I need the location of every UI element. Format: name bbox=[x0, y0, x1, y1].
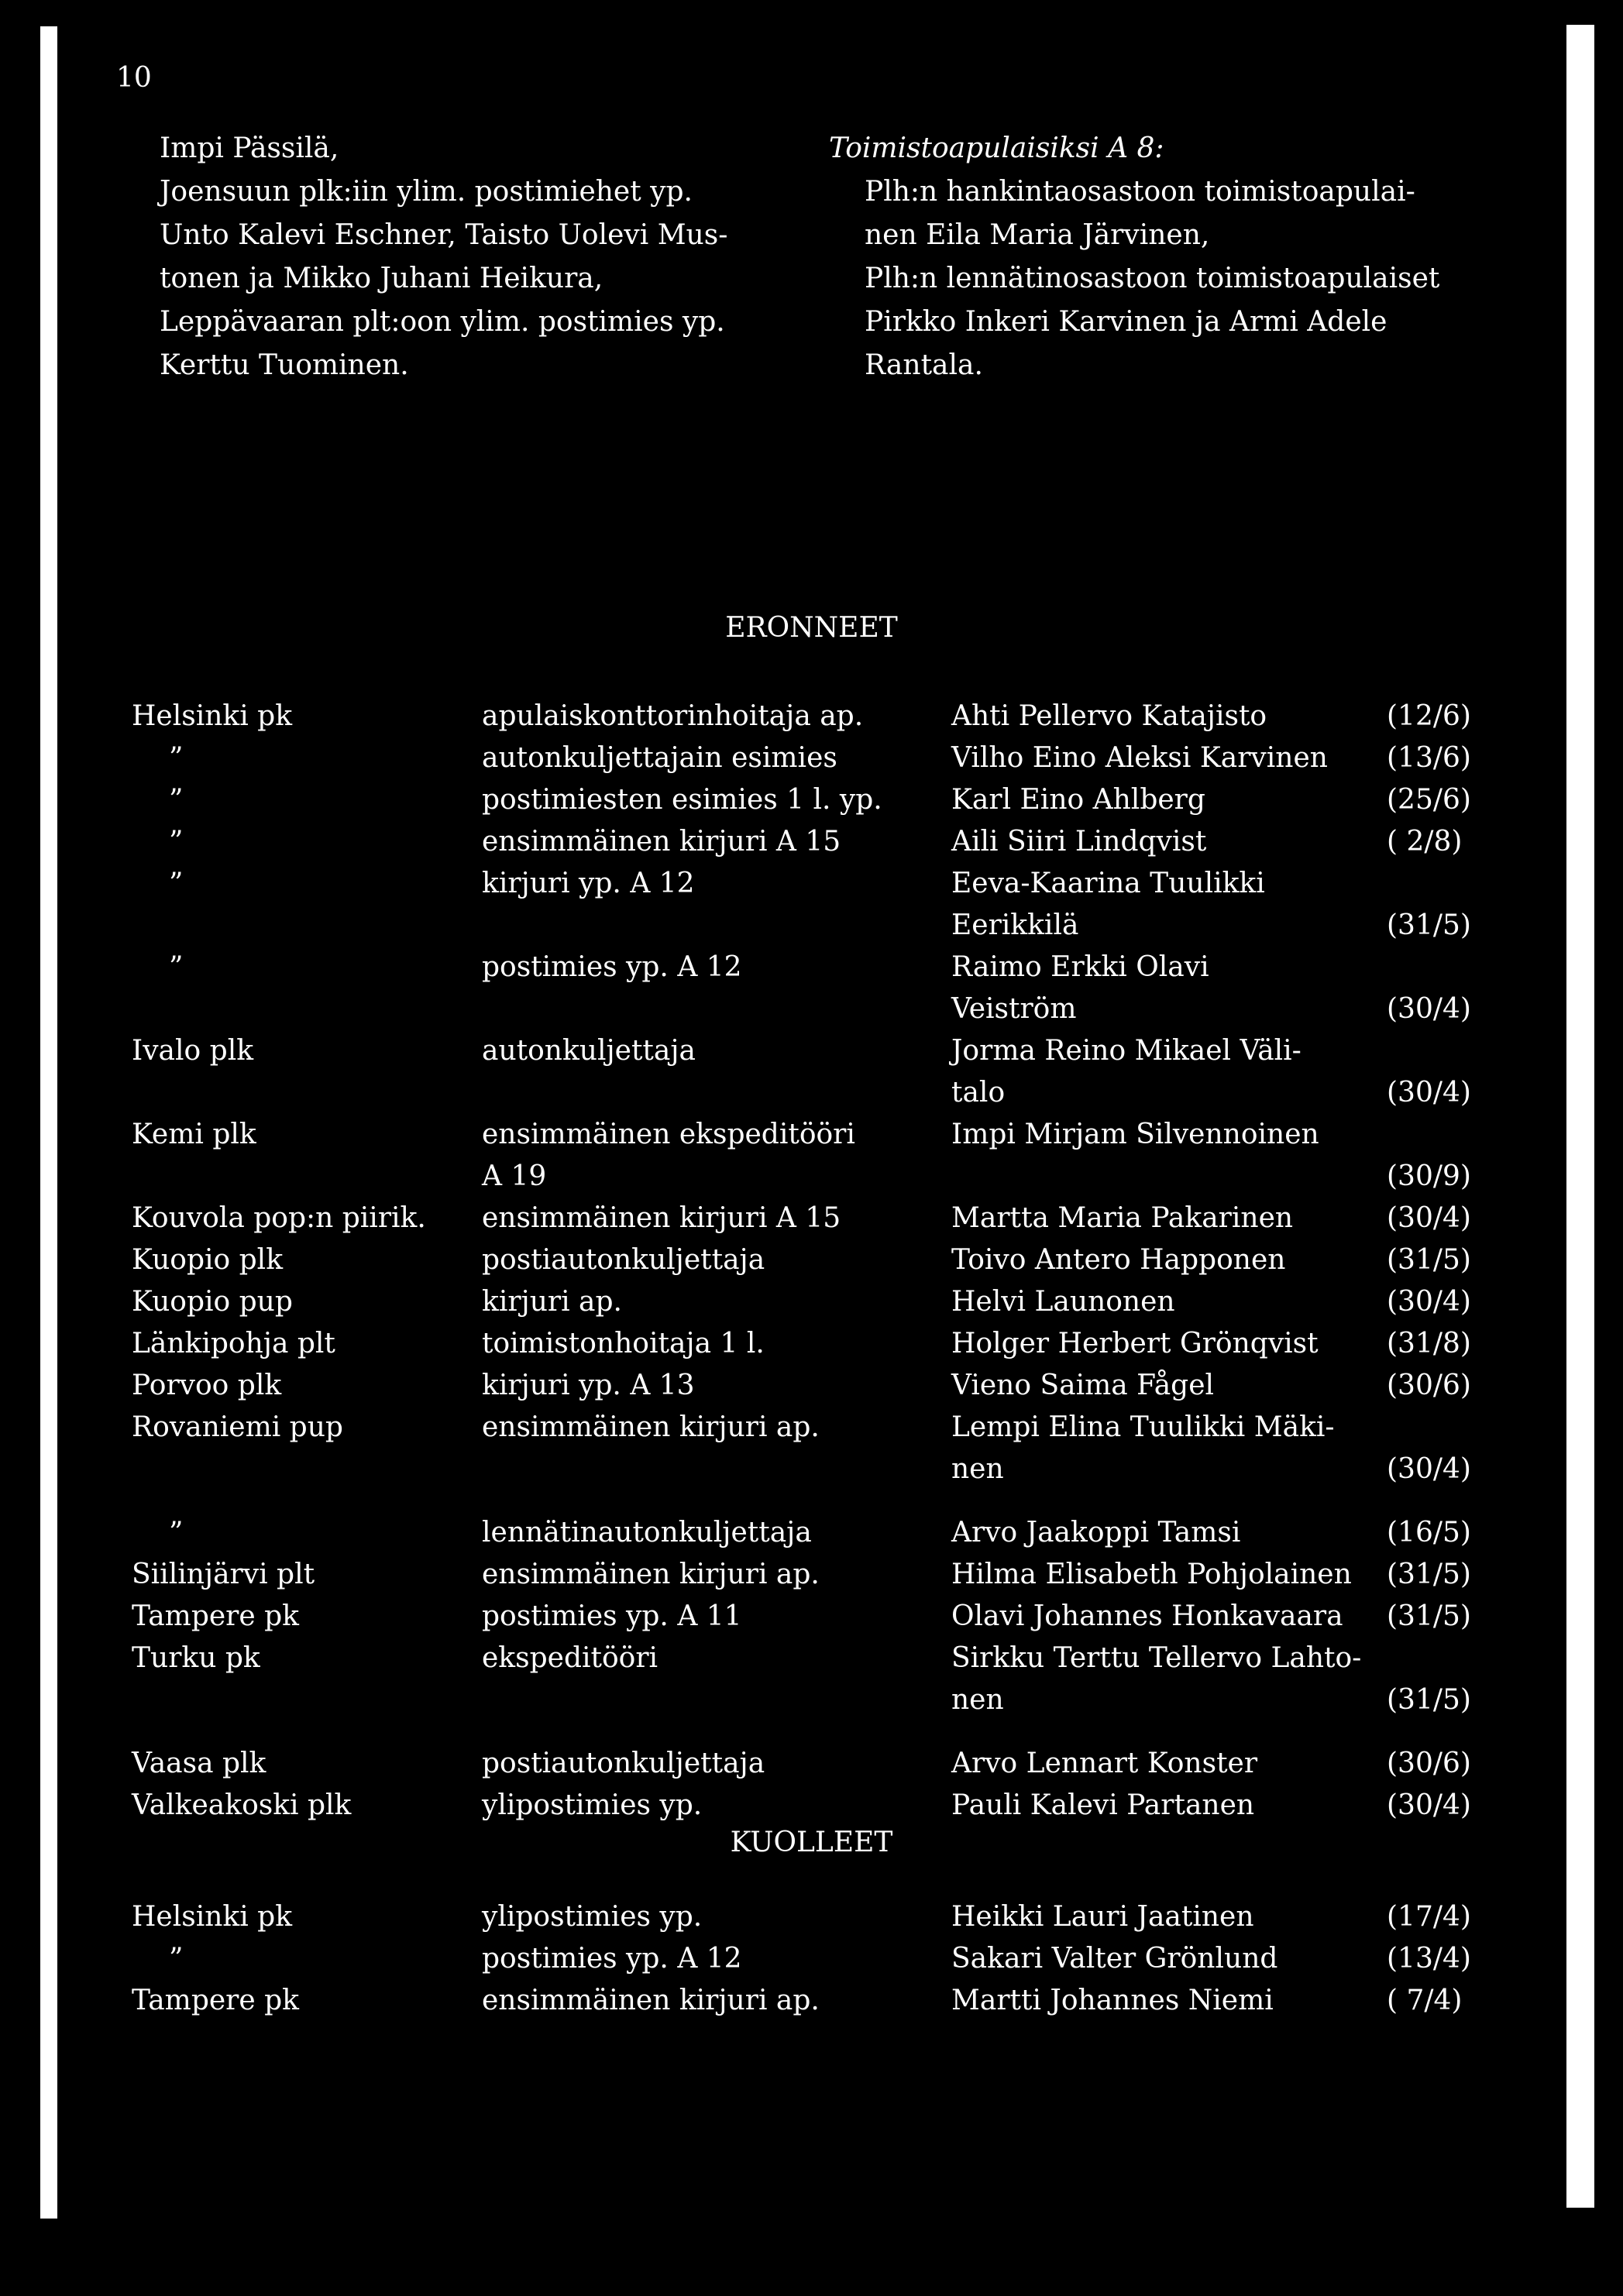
row-place: ” bbox=[169, 1517, 184, 1548]
row-date: (30/4) bbox=[1387, 1286, 1471, 1318]
intro-right-heading: Toimistoapulaisiksi A 8: bbox=[829, 132, 1164, 164]
row-date: (31/5) bbox=[1387, 1244, 1471, 1276]
scan-border-left bbox=[40, 26, 57, 2219]
intro-right-line: Rantala. bbox=[865, 349, 983, 381]
row-name: Raimo Erkki Olavi Veiström bbox=[951, 951, 1209, 1025]
row-name: Martta Maria Pakarinen bbox=[951, 1202, 1294, 1234]
row-title: autonkuljettaja bbox=[482, 1035, 696, 1067]
table-row bbox=[132, 1896, 1503, 1938]
row-title: postiautonkuljettaja bbox=[482, 1748, 765, 1779]
intro-right-line: Pirkko Inkeri Karvinen ja Armi Adele bbox=[865, 306, 1387, 338]
row-title: apulaiskonttorinhoitaja ap. bbox=[482, 700, 864, 732]
row-date: (30/9) bbox=[1387, 1160, 1471, 1192]
row-name: Karl Eino Ahlberg bbox=[951, 784, 1205, 816]
intro-left-line: Unto Kalevi Eschner, Taisto Uolevi Mus- bbox=[160, 219, 728, 251]
page-number: 10 bbox=[116, 62, 152, 94]
row-place: Porvoo plk bbox=[132, 1370, 282, 1401]
row-name: Arvo Lennart Konster bbox=[951, 1748, 1258, 1779]
table-row bbox=[132, 1554, 1503, 1596]
row-date: (30/4) bbox=[1387, 1789, 1471, 1821]
row-title: ensimmäinen kirjuri ap. bbox=[482, 1559, 820, 1590]
row-name: Vieno Saima Fågel bbox=[951, 1370, 1215, 1401]
row-title: ensimmäinen kirjuri ap. bbox=[482, 1985, 820, 2016]
row-place: ” bbox=[169, 784, 184, 816]
row-date: (30/4) bbox=[1387, 1077, 1471, 1108]
row-date: (30/4) bbox=[1387, 1202, 1471, 1234]
table-row bbox=[132, 1785, 1503, 1827]
table-row bbox=[132, 696, 1503, 737]
table-row bbox=[132, 1323, 1503, 1365]
table-row bbox=[132, 1281, 1503, 1323]
table-row bbox=[132, 863, 1503, 947]
row-place: Tampere pk bbox=[132, 1985, 299, 2016]
table-row bbox=[132, 1638, 1503, 1743]
table-row bbox=[132, 947, 1503, 1030]
table-row bbox=[132, 1512, 1503, 1554]
row-title: lennätinautonkuljettaja bbox=[482, 1517, 812, 1548]
row-place: Siilinjärvi plt bbox=[132, 1559, 315, 1590]
intro-right-column bbox=[829, 127, 1495, 387]
row-name: Helvi Launonen bbox=[951, 1286, 1175, 1318]
row-place: Kuopio plk bbox=[132, 1244, 284, 1276]
row-name: Impi Mirjam Silvennoinen bbox=[951, 1119, 1319, 1150]
scan-border-right bbox=[1566, 25, 1594, 2208]
row-date: (31/5) bbox=[1387, 1684, 1471, 1716]
row-name: Ahti Pellervo Katajisto bbox=[951, 700, 1267, 732]
row-title: postimiesten esimies 1 l. yp. bbox=[482, 784, 882, 816]
row-date: (30/6) bbox=[1387, 1748, 1471, 1779]
row-date: (25/6) bbox=[1387, 784, 1471, 816]
row-title: ensimmäinen kirjuri A 15 bbox=[482, 826, 841, 858]
row-place: ” bbox=[169, 826, 184, 858]
row-title: ekspeditööri bbox=[482, 1642, 658, 1674]
table-row bbox=[132, 1114, 1503, 1198]
row-title: ensimmäinen ekspeditööri A 19 bbox=[482, 1119, 855, 1192]
eronneet-table bbox=[132, 696, 1503, 1827]
row-date: (31/8) bbox=[1387, 1328, 1471, 1359]
row-name: Martti Johannes Niemi bbox=[951, 1985, 1274, 2016]
row-place: Tampere pk bbox=[132, 1600, 299, 1632]
row-name: Toivo Antero Happonen bbox=[951, 1244, 1286, 1276]
row-place: ” bbox=[169, 1943, 184, 1975]
row-name: Aili Siiri Lindqvist bbox=[951, 826, 1207, 858]
row-date: (13/4) bbox=[1387, 1943, 1471, 1975]
row-title: postimies yp. A 12 bbox=[482, 951, 742, 983]
row-place: Ivalo plk bbox=[132, 1035, 254, 1067]
row-date: (30/6) bbox=[1387, 1370, 1471, 1401]
row-name: Sirkku Terttu Tellervo Lahto- nen bbox=[951, 1642, 1362, 1716]
row-date: ( 7/4) bbox=[1387, 1985, 1463, 2016]
row-name: Heikki Lauri Jaatinen bbox=[951, 1901, 1254, 1933]
row-place: Helsinki pk bbox=[132, 700, 293, 732]
intro-left-line: Impi Pässilä, bbox=[160, 132, 339, 164]
row-place: Länkipohja plt bbox=[132, 1328, 335, 1359]
table-row bbox=[132, 1407, 1503, 1512]
row-date: (30/4) bbox=[1387, 1453, 1471, 1485]
row-name: Lempi Elina Tuulikki Mäki- nen bbox=[951, 1411, 1335, 1485]
row-date: (31/5) bbox=[1387, 1559, 1471, 1590]
row-title: toimistonhoitaja 1 l. bbox=[482, 1328, 765, 1359]
table-row bbox=[132, 1239, 1503, 1281]
table-row bbox=[132, 821, 1503, 863]
intro-left-line: tonen ja Mikko Juhani Heikura, bbox=[160, 263, 603, 294]
table-row bbox=[132, 1743, 1503, 1785]
row-date: (31/5) bbox=[1387, 909, 1471, 941]
table-row bbox=[132, 779, 1503, 821]
row-title: ylipostimies yp. bbox=[482, 1789, 703, 1821]
row-place: Kuopio pup bbox=[132, 1286, 293, 1318]
row-date: (17/4) bbox=[1387, 1901, 1471, 1933]
row-title: postimies yp. A 11 bbox=[482, 1600, 742, 1632]
table-row bbox=[132, 1596, 1503, 1638]
row-date: (13/6) bbox=[1387, 742, 1471, 774]
row-name: Eeva-Kaarina Tuulikki Eerikkilä bbox=[951, 868, 1265, 941]
row-date: (12/6) bbox=[1387, 700, 1471, 732]
intro-right-line: Plh:n hankintaosastoon toimistoapulai- bbox=[865, 176, 1415, 208]
row-name: Olavi Johannes Honkavaara bbox=[951, 1600, 1343, 1632]
intro-left-column bbox=[160, 127, 779, 387]
table-row bbox=[132, 1198, 1503, 1239]
row-title: postimies yp. A 12 bbox=[482, 1943, 742, 1975]
kuolleet-table bbox=[132, 1896, 1503, 2022]
intro-right-line: Plh:n lennätinosastoon toimistoapulaiset bbox=[865, 263, 1440, 294]
row-name: Pauli Kalevi Partanen bbox=[951, 1789, 1255, 1821]
row-name: Vilho Eino Aleksi Karvinen bbox=[951, 742, 1328, 774]
row-place: Rovaniemi pup bbox=[132, 1411, 343, 1443]
row-place: Valkeakoski plk bbox=[132, 1789, 352, 1821]
row-name: Arvo Jaakoppi Tamsi bbox=[951, 1517, 1241, 1548]
row-place: ” bbox=[169, 868, 184, 899]
row-date: (31/5) bbox=[1387, 1600, 1471, 1632]
row-title: autonkuljettajain esimies bbox=[482, 742, 837, 774]
row-title: postiautonkuljettaja bbox=[482, 1244, 765, 1276]
eronneet-heading: ERONNEET bbox=[725, 612, 898, 644]
row-place: Kemi plk bbox=[132, 1119, 256, 1150]
intro-left-line: Kerttu Tuominen. bbox=[160, 349, 409, 381]
row-date: (30/4) bbox=[1387, 993, 1471, 1025]
table-row bbox=[132, 1938, 1503, 1980]
row-title: ylipostimies yp. bbox=[482, 1901, 703, 1933]
row-name: Jorma Reino Mikael Väli- talo bbox=[951, 1035, 1301, 1108]
intro-right-line: nen Eila Maria Järvinen, bbox=[865, 219, 1210, 251]
row-place: ” bbox=[169, 742, 184, 774]
row-date: (16/5) bbox=[1387, 1517, 1471, 1548]
table-row bbox=[132, 1980, 1503, 2022]
row-title: ensimmäinen kirjuri A 15 bbox=[482, 1202, 841, 1234]
row-name: Holger Herbert Grönqvist bbox=[951, 1328, 1319, 1359]
intro-left-line: Leppävaaran plt:oon ylim. postimies yp. bbox=[160, 306, 725, 338]
row-place: Kouvola pop:n piirik. bbox=[132, 1202, 426, 1234]
row-name: Sakari Valter Grönlund bbox=[951, 1943, 1278, 1975]
intro-left-line: Joensuun plk:iin ylim. postimiehet yp. bbox=[160, 176, 693, 208]
row-place: Vaasa plk bbox=[132, 1748, 266, 1779]
row-place: ” bbox=[169, 951, 184, 983]
row-title: ensimmäinen kirjuri ap. bbox=[482, 1411, 820, 1443]
row-date: ( 2/8) bbox=[1387, 826, 1463, 858]
row-place: Helsinki pk bbox=[132, 1901, 293, 1933]
table-row bbox=[132, 737, 1503, 779]
table-row bbox=[132, 1030, 1503, 1114]
row-title: kirjuri yp. A 12 bbox=[482, 868, 695, 899]
row-title: kirjuri ap. bbox=[482, 1286, 623, 1318]
row-place: Turku pk bbox=[132, 1642, 260, 1674]
table-row bbox=[132, 1365, 1503, 1407]
row-name: Hilma Elisabeth Pohjolainen bbox=[951, 1559, 1352, 1590]
kuolleet-heading: KUOLLEET bbox=[730, 1827, 893, 1858]
row-title: kirjuri yp. A 13 bbox=[482, 1370, 695, 1401]
